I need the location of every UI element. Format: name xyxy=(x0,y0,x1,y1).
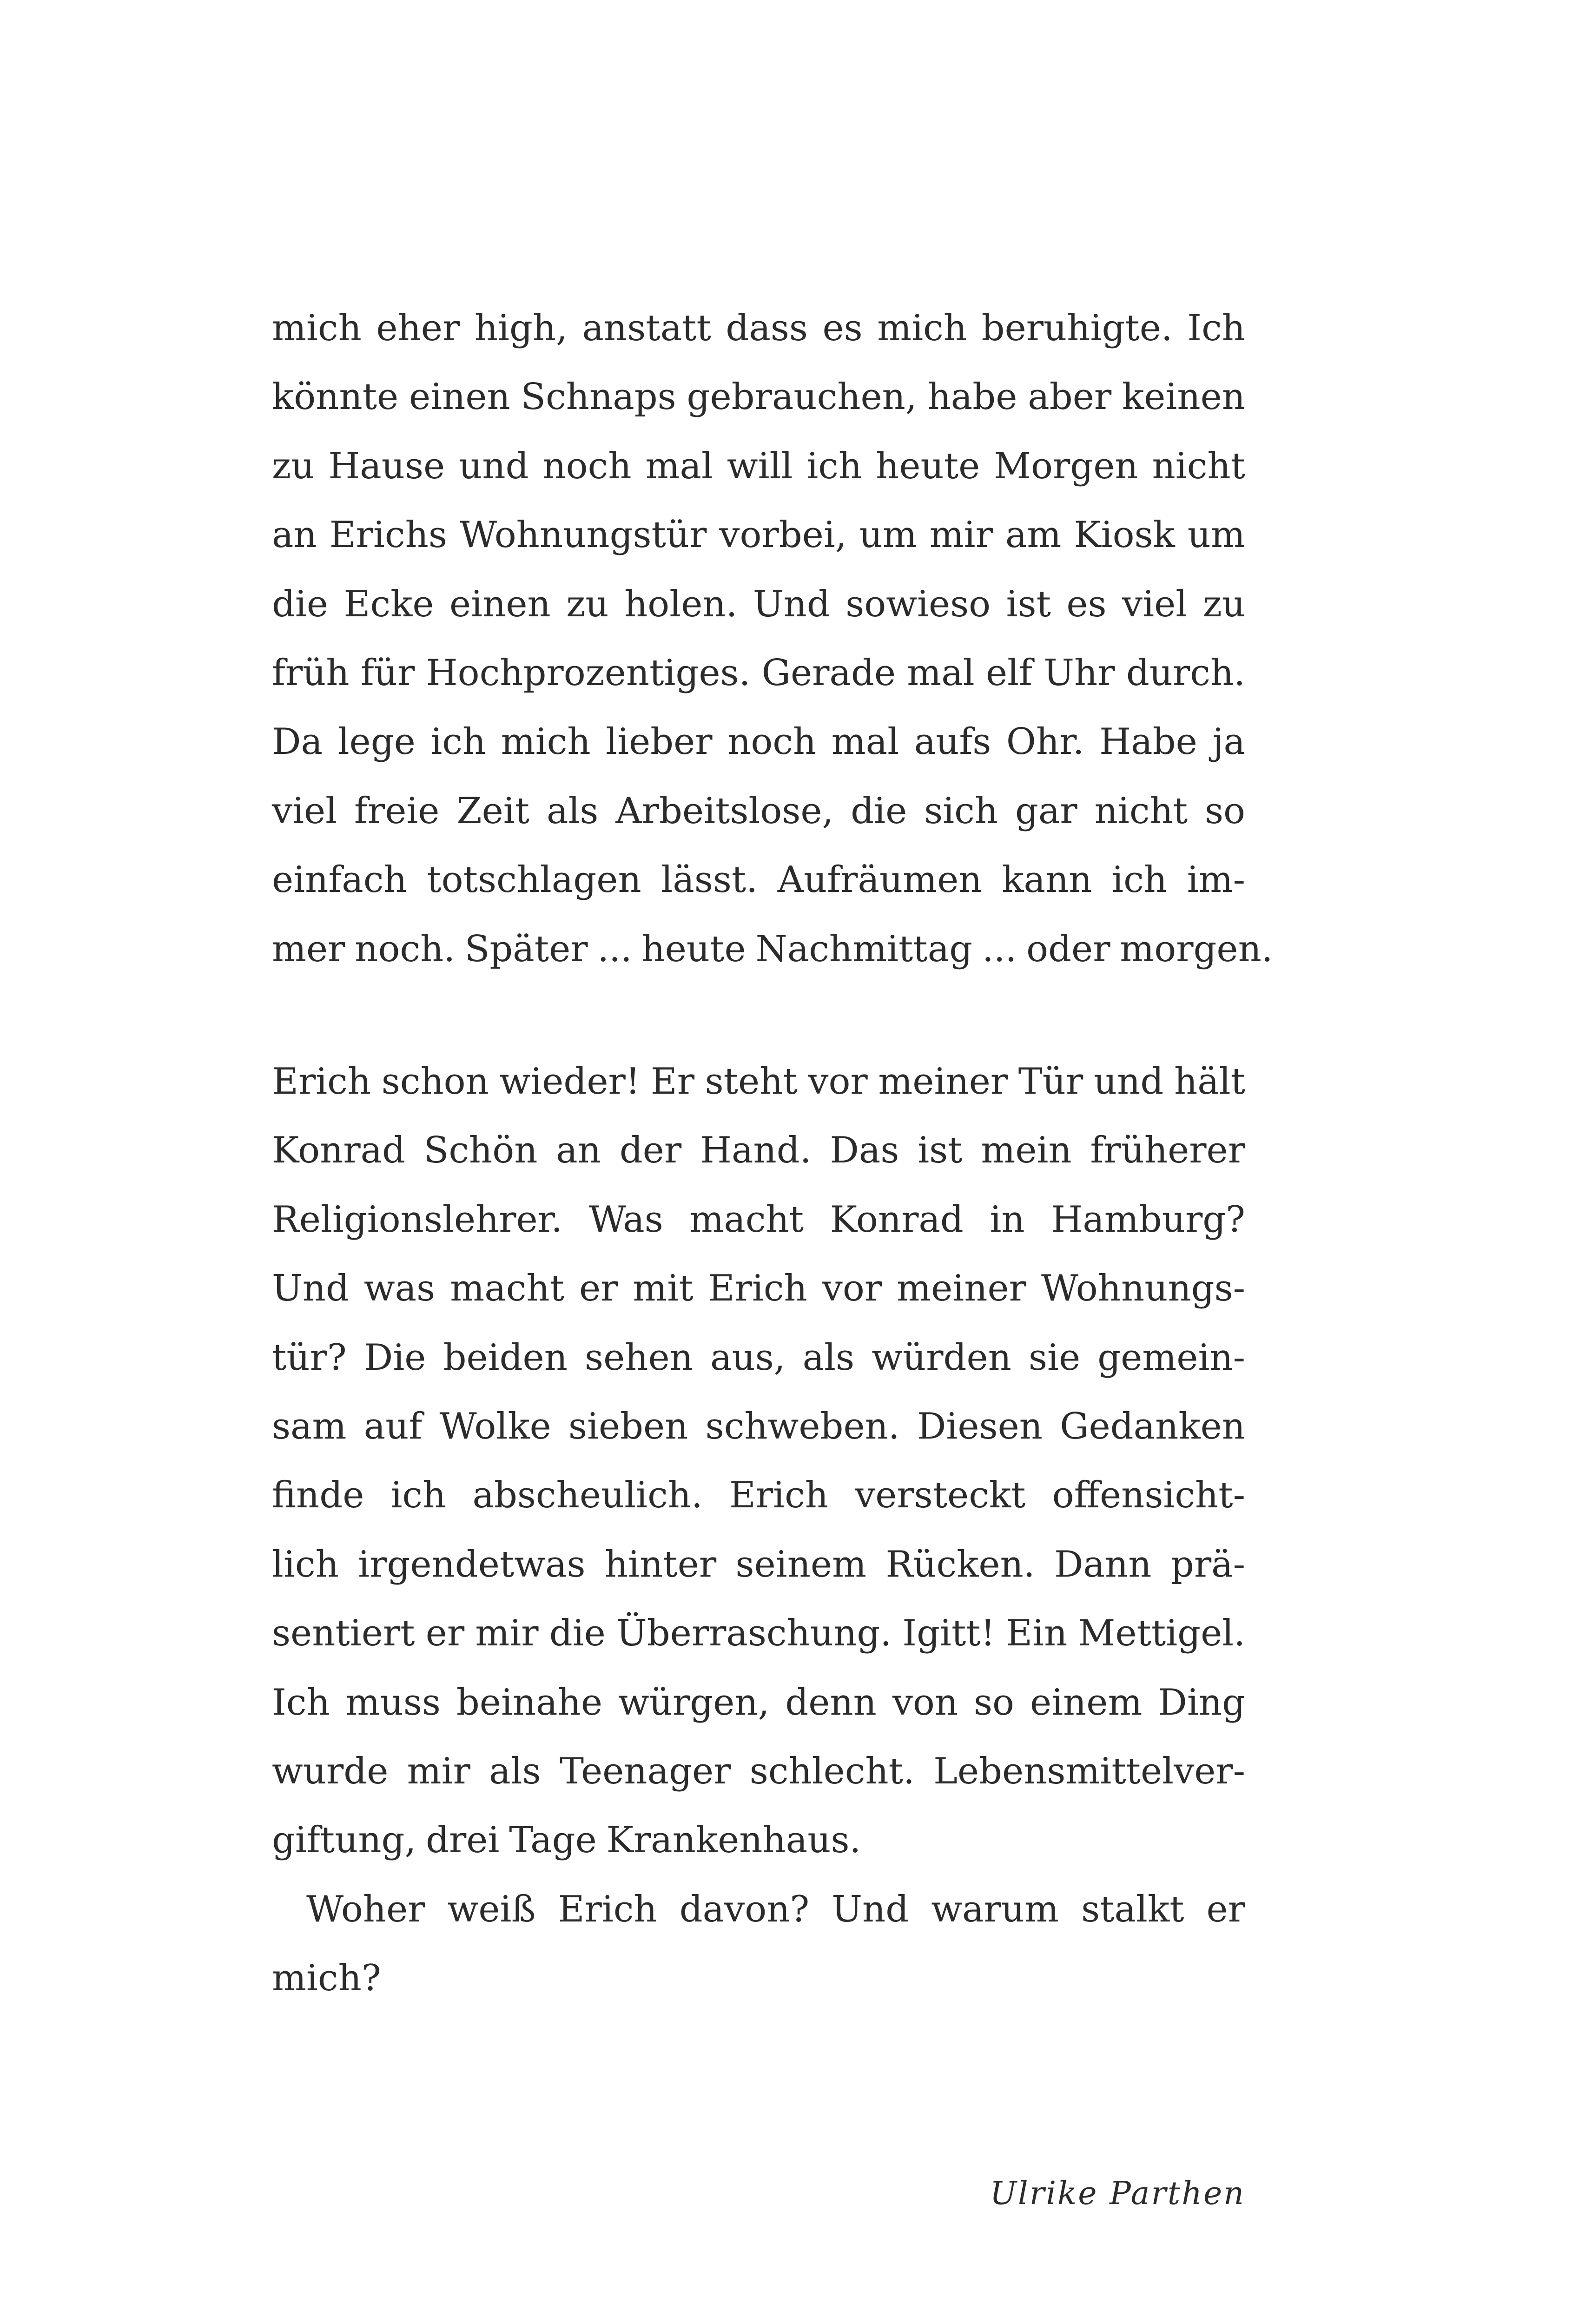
text-line: sam auf Wolke sieben schweben. Diesen Gedanken xyxy=(272,1405,1245,1447)
text-line: Ich muss beinahe würgen, denn von so einem Ding xyxy=(272,1681,1245,1723)
text-line: tür? Die beiden sehen aus, als würden sie gemein- xyxy=(272,1336,1245,1379)
text-line: giftung, drei Tage Krankenhaus. xyxy=(272,1819,861,1862)
paragraph-3 xyxy=(272,1875,1245,2013)
text-line: an Erichs Wohnungstür vorbei, um mir am Kiosk um xyxy=(272,514,1245,556)
text-block-2 xyxy=(272,1047,1245,2013)
text-line: könnte einen Schnaps gebrauchen, habe aber keinen xyxy=(272,376,1245,418)
text-line: mich? xyxy=(272,1957,381,2000)
text-line: mich eher high, anstatt dass es mich beruhigte. Ich xyxy=(272,307,1245,349)
text-line: sentiert er mir die Überraschung. Igitt! Ein Mettigel. xyxy=(272,1612,1245,1655)
text-line: wurde mir als Teenager schlecht. Lebensmittelver- xyxy=(272,1750,1245,1792)
author-name: Ulrike Parthen xyxy=(990,2175,1245,2212)
paragraph-2 xyxy=(272,1047,1245,1875)
text-line: Konrad Schön an der Hand. Das ist mein früherer xyxy=(272,1129,1245,1172)
text-line: lich irgendetwas hinter seinem Rücken. Dann prä- xyxy=(272,1543,1245,1585)
text-line: Woher weiß Erich davon? Und warum stalkt er xyxy=(306,1888,1245,1930)
text-line: viel freie Zeit als Arbeitslose, die sich gar nicht so xyxy=(272,790,1245,832)
text-block-1 xyxy=(272,294,1273,984)
text-line: Erich schon wieder! Er steht vor meiner Tür und hält xyxy=(272,1061,1245,1103)
text-line: die Ecke einen zu holen. Und sowieso ist es viel zu xyxy=(272,583,1245,625)
text-line: zu Hause und noch mal will ich heute Morgen nicht xyxy=(272,445,1245,487)
text-line: Da lege ich mich lieber noch mal aufs Ohr. Habe ja xyxy=(272,721,1245,763)
text-line: Religionslehrer. Was macht Konrad in Hamburg? xyxy=(272,1198,1245,1241)
text-line: finde ich abscheulich. Erich versteckt offensicht- xyxy=(272,1474,1245,1517)
text-line: einfach totschlagen lässt. Aufräumen kann ich im- xyxy=(272,859,1245,901)
text-line: mer noch. Später ... heute Nachmittag ... oder morgen. xyxy=(272,928,1273,970)
paragraph-1 xyxy=(272,294,1273,984)
text-line: Und was macht er mit Erich vor meiner Wohnungs- xyxy=(272,1268,1245,1310)
text-line: früh für Hochprozentiges. Gerade mal elf Uhr durch. xyxy=(272,652,1245,694)
